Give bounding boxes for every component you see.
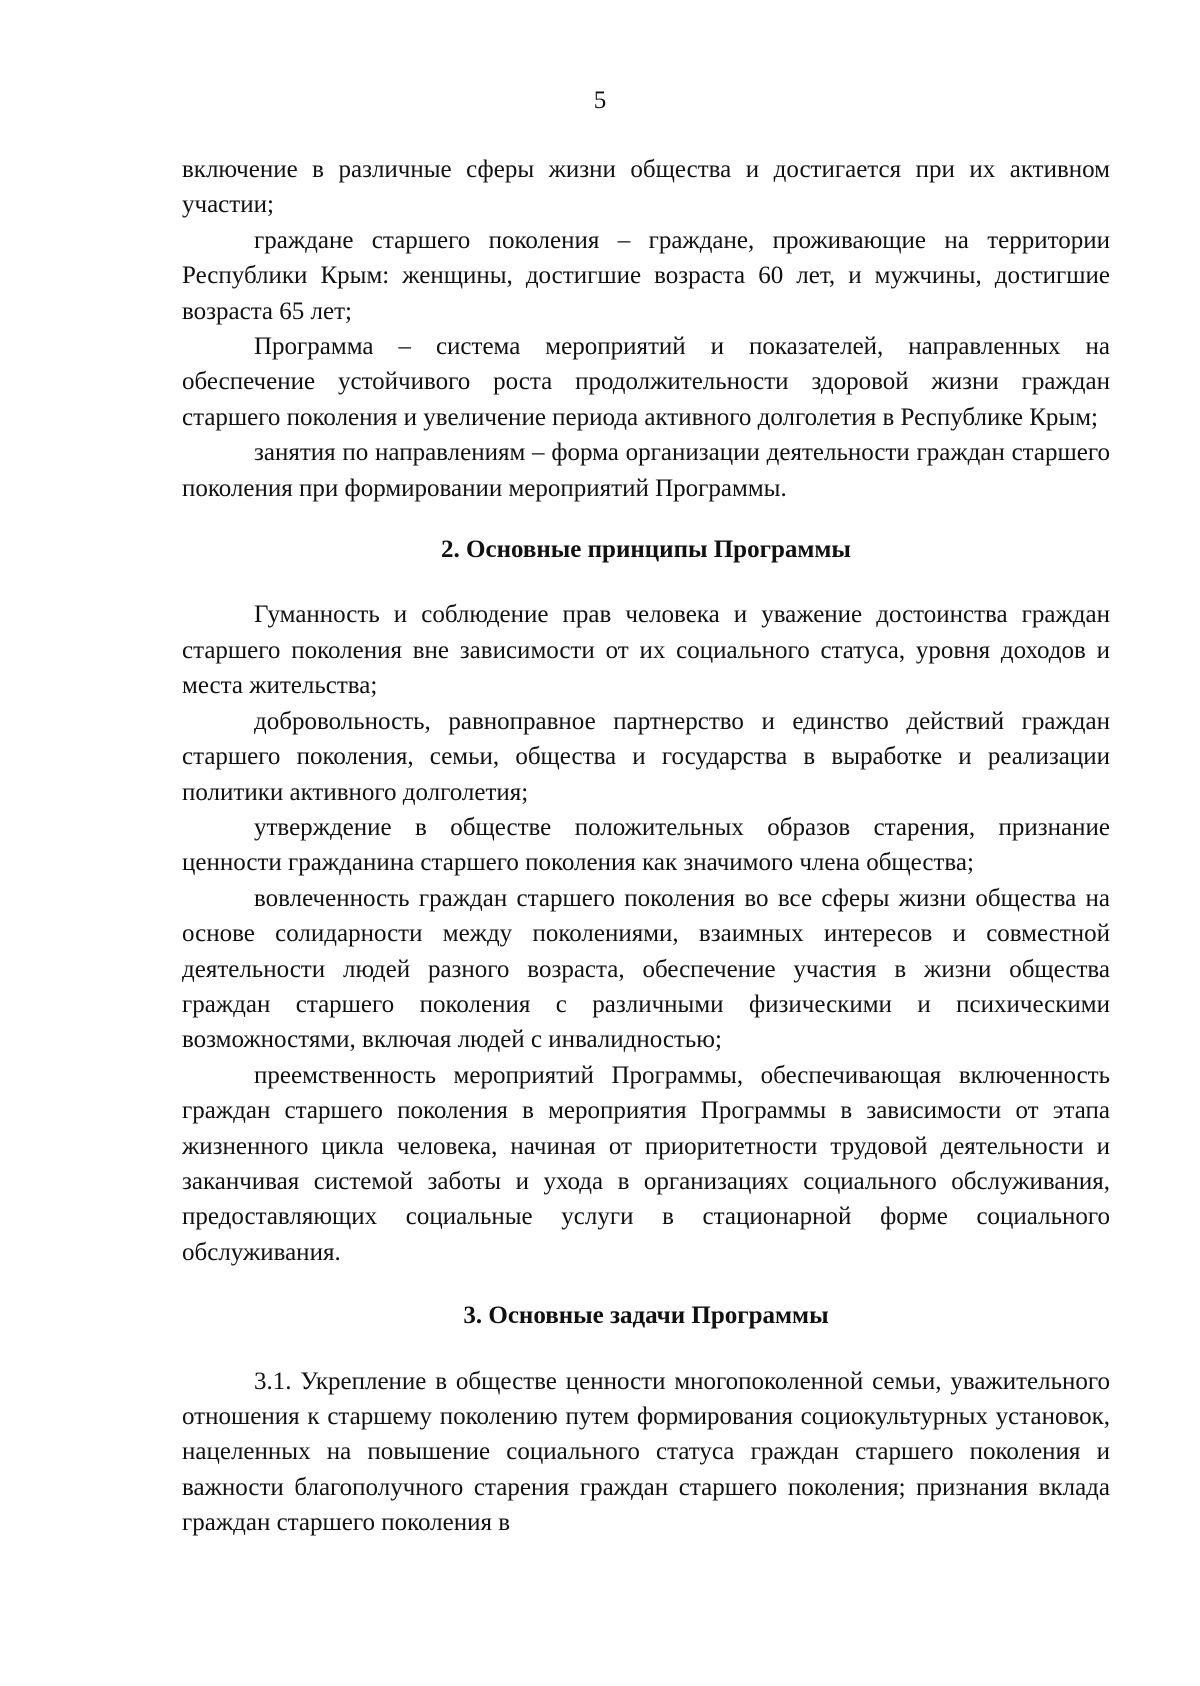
paragraph: добровольность, равноправное партнерство и единство действий граждан старшего поколения, семьи, общества и государства в выработке и реализации политики активного долголетия;: [182, 707, 1110, 806]
document-body: [182, 152, 1110, 1541]
paragraph: занятия по направлениям – форма организации деятельности граждан старшего поколения при формировании мероприятий Программы.: [182, 439, 1110, 502]
section-heading: 3. Основные задачи Программы: [463, 1302, 829, 1330]
paragraph: утверждение в обществе положительных образов старения, признание ценности гражданина старшего поколения как значимого члена общества;: [182, 813, 1110, 877]
paragraph: включение в различные сферы жизни общества и достигается при их активном участии;: [182, 156, 1110, 219]
paragraph: 3.1. Укрепление в обществе ценности многопоколенной семьи, уважительного отношения к старшему поколению путем формирования социокультурных установок, нацеленных на повышение социального статуса граждан старшего поколения и важности благополучного старения граждан старшего поколения; признания вклада граждан старшего поколения в: [182, 1367, 1110, 1537]
paragraph: граждане старшего поколения – граждане, проживающие на территории Республики Крым: женщины, достигшие возраста 60 лет, и мужчины, достигшие возраста 65 лет;: [182, 226, 1110, 325]
page-number: 5: [593, 87, 607, 114]
paragraph: Гуманность и соблюдение прав человека и уважение достоинства граждан старшего поколения вне зависимости от их социального статуса, уровня доходов и места жительства;: [182, 601, 1110, 700]
section-heading: 2. Основные принципы Программы: [441, 536, 851, 564]
paragraph: Программа – система мероприятий и показателей, направленных на обеспечение устойчивого роста продолжительности здоровой жизни граждан старшего поколения и увеличение периода активного долголетия в Республике Крым;: [182, 333, 1110, 431]
paragraph: вовлеченность граждан старшего поколения во все сферы жизни общества на основе солидарности между поколениями, взаимных интересов и совместной деятельности людей разного возраста, обеспечение участия в жизни общества граждан старшего поколения с различными физическими и психическими возможностями, включая людей с инвалидностью;: [182, 884, 1110, 1054]
paragraph: преемственность мероприятий Программы, обеспечивающая включенность граждан старшего поколения в мероприятия Программы в зависимости от этапа жизненного цикла человека, начиная от приоритетности трудовой деятельности и заканчивая системой заботы и ухода в организациях социального обслуживания, предоставляющих социальные услуги в стационарной форме социального обслуживания.: [182, 1061, 1110, 1266]
